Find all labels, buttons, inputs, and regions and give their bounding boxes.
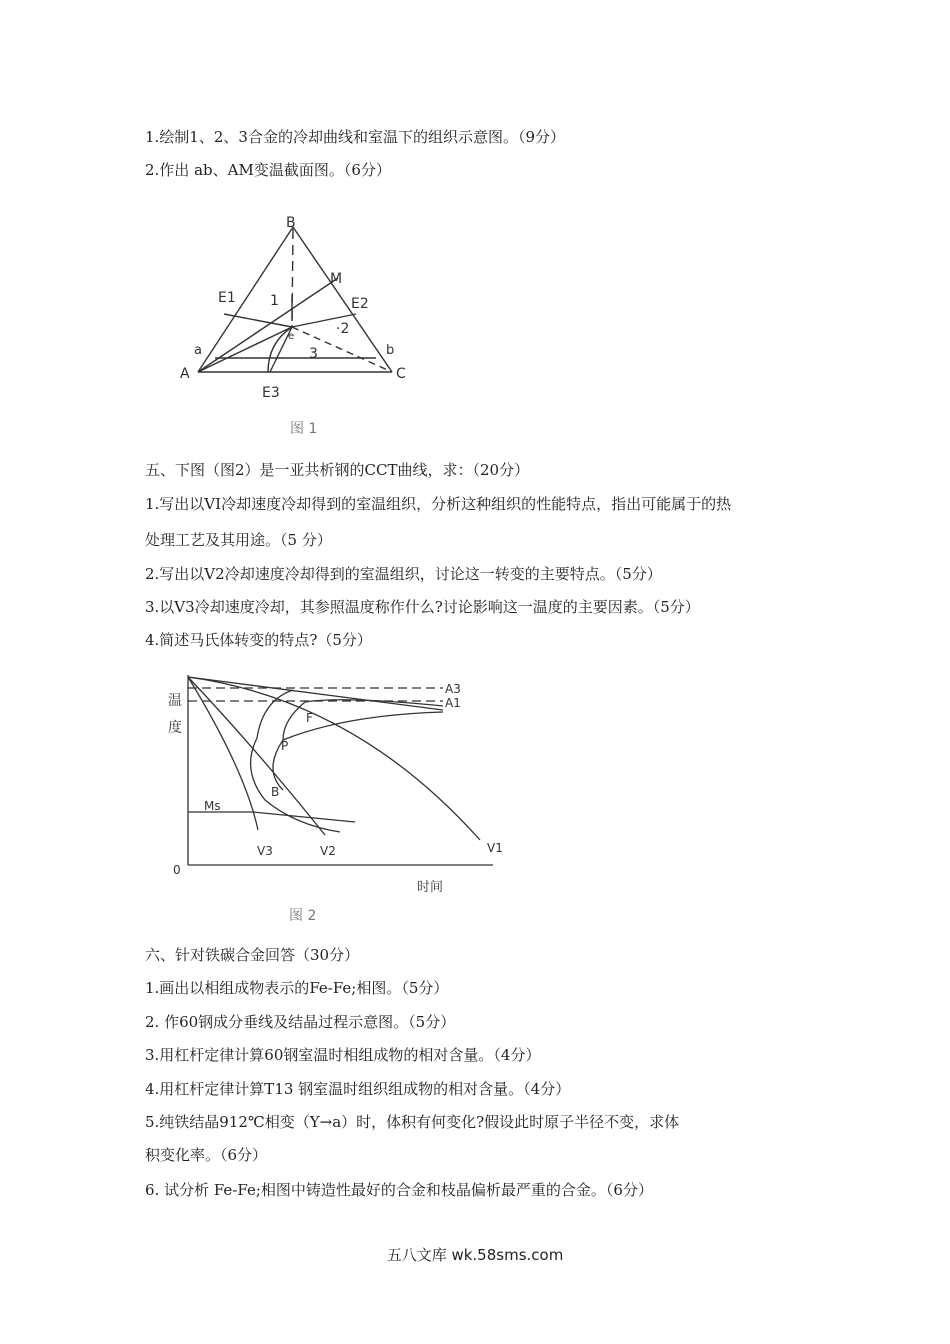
figure-2-caption: 图 2: [289, 908, 317, 924]
question-5-1a: 1.写出以VI冷却速度冷却得到的室温组织，分析这种组织的性能特点，指出可能属于的热: [145, 495, 732, 513]
figure-1: [170, 215, 440, 445]
label-zero: 0: [173, 863, 181, 877]
label-Ms: Ms: [204, 799, 221, 813]
label-P: P: [281, 739, 289, 753]
label-B: B: [286, 215, 296, 231]
question-5-2: 2.写出以V2冷却速度冷却得到的室温组织，讨论这一转变的主要特点。（5分）: [145, 565, 662, 583]
question-5-1b: 处理工艺及其用途。（5 分）: [145, 531, 332, 549]
question-6-2: 2. 作60钢成分垂线及结晶过程示意图。（5分）: [145, 1013, 456, 1031]
question-6-5a: 5.纯铁结晶912℃相变（Y→a）时，体积有何变化?假设此时原子半径不变，求体: [145, 1113, 680, 1131]
question-6-3: 3.用杠杆定律计算60钢室温时相组成物的相对含量。（4分）: [145, 1046, 541, 1064]
label-b: b: [386, 343, 395, 358]
question-4-1: 1.绘制1、2、3合金的冷却曲线和室温下的组织示意图。（9分）: [145, 128, 565, 146]
label-M: M: [330, 271, 343, 287]
label-E3: E3: [262, 385, 280, 401]
question-6-4: 4.用杠杆定律计算T13 钢室温时组织组成物的相对含量。（4分）: [145, 1080, 571, 1098]
section-6-title: 六、针对铁碳合金回答（30分）: [145, 946, 360, 964]
label-A1: A1: [445, 696, 461, 710]
figure-1-caption: 图 1: [290, 421, 318, 437]
footer-watermark[interactable]: 五八文库 wk.58sms.com: [386, 1246, 564, 1264]
ternary-diagram: [170, 215, 440, 445]
label-V2: V2: [320, 844, 336, 858]
label-E1: E1: [218, 290, 236, 306]
section-5-title: 五、下图（图2）是一亚共析钢的CCT曲线，求：（20分）: [145, 461, 530, 479]
question-5-3: 3.以V3冷却速度冷却，其参照温度称作什么?讨论影响这一温度的主要因素。（5分）: [145, 598, 700, 616]
figure-2: [145, 660, 545, 930]
label-F: F: [306, 711, 313, 725]
question-4-2: 2.作出 ab、AM变温截面图。（6分）: [145, 161, 391, 179]
label-e: e: [288, 331, 295, 342]
cct-diagram: [145, 660, 545, 930]
label-C: C: [396, 366, 406, 382]
label-alloy-2: ·2: [336, 321, 350, 337]
label-A3: A3: [445, 682, 461, 696]
label-E2: E2: [351, 296, 369, 312]
question-6-5b: 积变化率。（6分）: [145, 1146, 268, 1164]
label-V3: V3: [257, 844, 273, 858]
label-alloy-1: 1: [270, 293, 279, 309]
label-a: a: [194, 343, 202, 358]
label-alloy-3: 3: [309, 346, 318, 362]
label-temp-2: 度: [168, 720, 182, 736]
label-A: A: [180, 366, 190, 382]
question-5-4: 4.简述马氏体转变的特点?（5分）: [145, 631, 372, 649]
label-time: 时间: [417, 880, 444, 895]
label-temp-1: 温: [168, 693, 182, 709]
question-6-6: 6. 试分析 Fe-Fe;相图中铸造性最好的合金和枝晶偏析最严重的合金。（6分）: [145, 1181, 653, 1199]
label-B: B: [271, 785, 280, 799]
question-6-1: 1.画出以相组成物表示的Fe-Fe;相图。（5分）: [145, 979, 449, 997]
label-V1: V1: [487, 841, 503, 855]
